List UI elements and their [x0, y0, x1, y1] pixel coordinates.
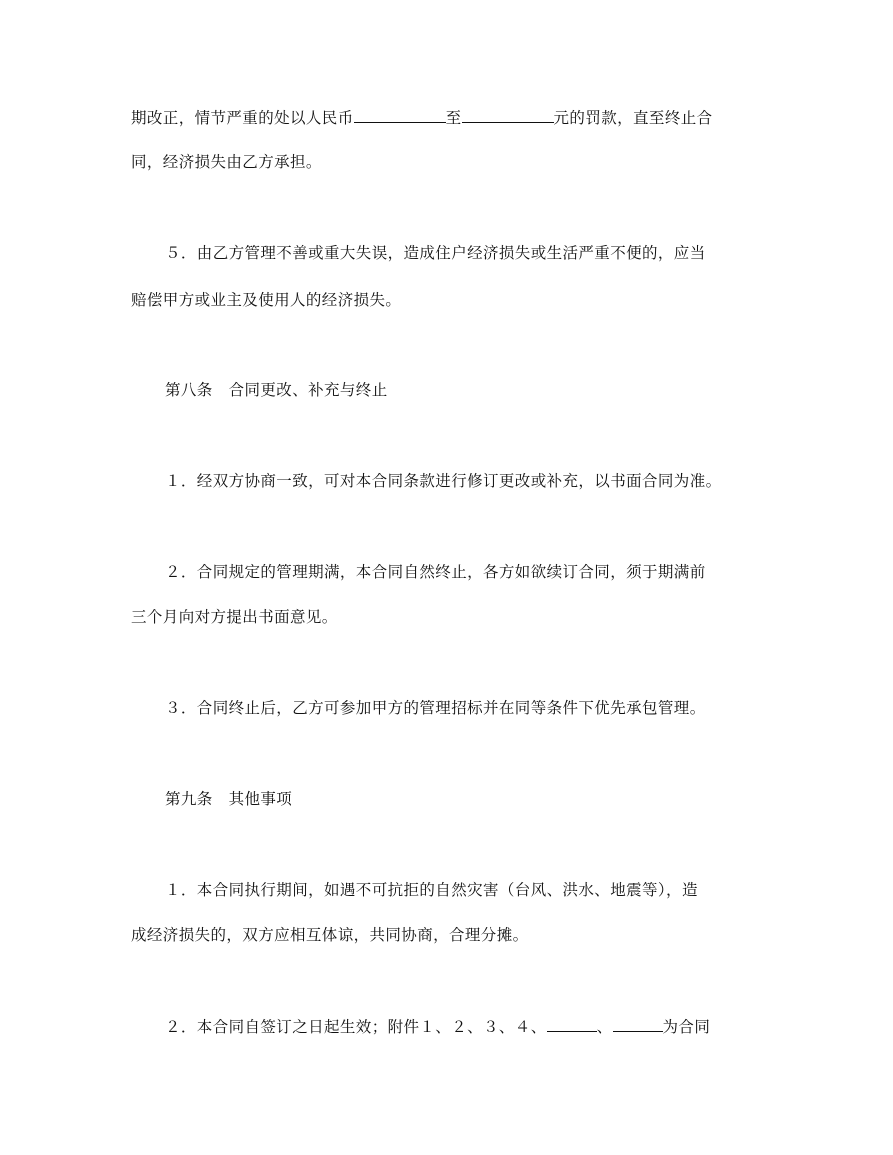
article-8-item-1: １．经双方协商一致，可对本合同条款进行修订更改或补充，以书面合同为准。: [165, 472, 722, 490]
paragraph-penalty-line-2: 同，经济损失由乙方承担。: [131, 153, 322, 171]
article-9-item-1-line-2: 成经济损失的，双方应相互体谅，共同协商，合理分摊。: [131, 926, 529, 944]
article-9-item-1-line-1: １．本合同执行期间，如遇不可抗拒的自然灾害（台风、洪水、地震等），造: [165, 881, 698, 899]
attachments-text-end: 为合同: [662, 1018, 711, 1036]
article-8-item-2-line-1: ２．合同规定的管理期满，本合同自然终止，各方如欲续订合同，须于期满前: [165, 563, 706, 581]
article-9-item-2: [165, 1015, 805, 1038]
attachment-blank-1: [547, 1015, 597, 1032]
penalty-text-end: 元的罚款，直至终止合: [553, 109, 713, 127]
attachments-separator: 、: [596, 1018, 613, 1036]
fine-min-blank: [354, 106, 446, 123]
article-8-item-2-line-2: 三个月向对方提出书面意见。: [131, 608, 338, 626]
article-8-heading: 第八条 合同更改、补充与终止: [165, 381, 388, 399]
clause-5-line-2: 赔偿甲方或业主及使用人的经济损失。: [131, 291, 402, 309]
clause-5-line-1: ５．由乙方管理不善或重大失误，造成住户经济损失或生活严重不便的，应当: [165, 244, 706, 262]
attachments-text-start: ２．本合同自签订之日起生效；附件１、２、３、４、: [165, 1018, 547, 1036]
attachment-blank-2: [613, 1015, 663, 1032]
penalty-text-start: 期改正，情节严重的处以人民币: [131, 109, 354, 127]
penalty-text-to: 至: [445, 109, 462, 127]
paragraph-penalty-line-1: [131, 106, 771, 129]
article-8-item-3: ３．合同终止后，乙方可参加甲方的管理招标并在同等条件下优先承包管理。: [165, 699, 706, 717]
fine-max-blank: [462, 106, 554, 123]
article-9-heading: 第九条 其他事项: [165, 790, 293, 808]
